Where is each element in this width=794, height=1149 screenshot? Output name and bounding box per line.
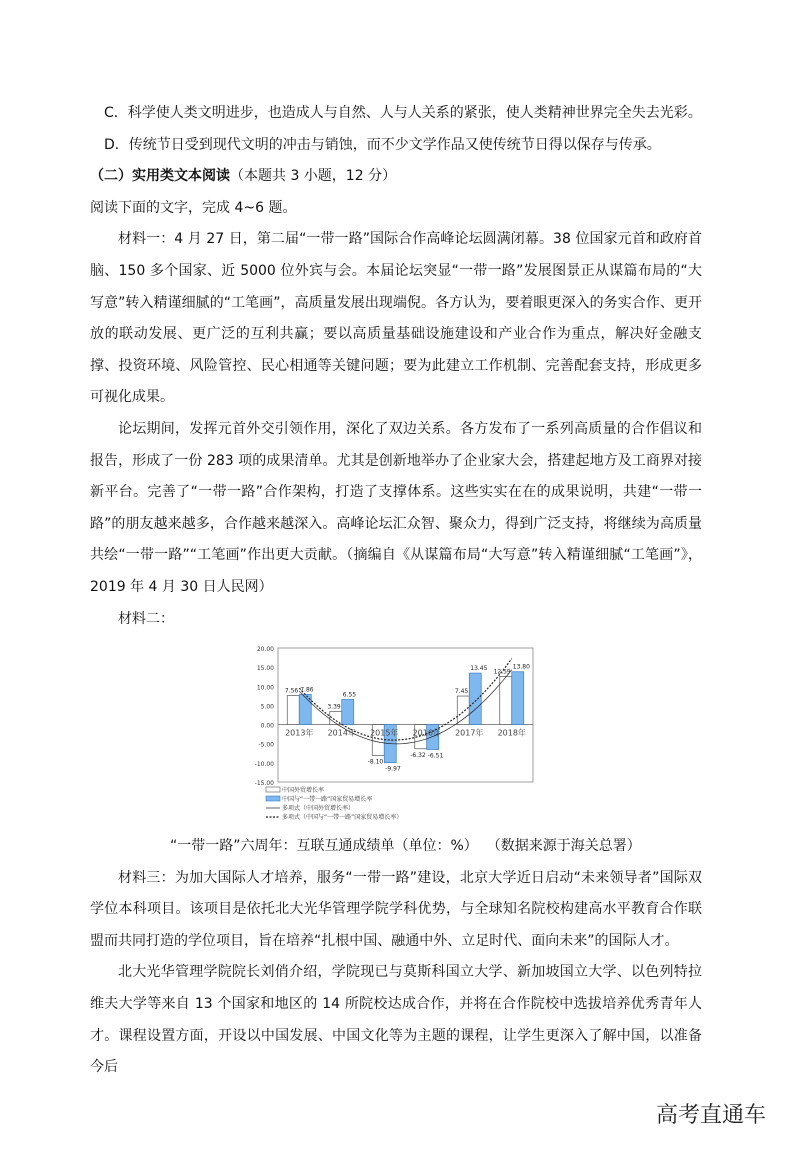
data-label: -9.97 — [385, 765, 401, 773]
material-1-paragraph-1: 材料一：4 月 27 日，第二届“一带一路”国际合作高峰论坛圆满闭幕。38 位国家元首和政府首脑、150 多个国家、近 5000 位外宾与会。本届论坛突显“一带一路”发展图景正从谋篇布局的“大写意”转入精谨细腻的“工笔画”，高质量发展出现端倪。各方认为，要着眼更深入的务实合作、更开放的联动发展、更广泛的互利共赢；要以高质量基础设施建设和产业合作为重点，解决好金融支撑、投资环境、风险管控、民心相通等关键问题；要为此建立工作机制、完善配套支持，形成更多可视化成果。 — [90, 231, 702, 406]
data-label: 7.45 — [454, 688, 469, 696]
legend-swatch-belt-road — [266, 796, 280, 801]
legend-label: 多项式（中国外贸增长率） — [282, 805, 355, 813]
data-label: 7.86 — [300, 686, 314, 694]
option-d: D．传统节日受到现代文明的冲击与销蚀，而不少文学作品又使传统节日得以保存与传承。 — [104, 136, 661, 153]
y-tick-label: 5.00 — [260, 703, 274, 711]
watermark-logo: 高考直通车 — [655, 1102, 766, 1128]
section-heading — [90, 161, 702, 193]
section-title: （二）实用类文本阅读 — [90, 168, 230, 185]
material-3-paragraph-2: 北大光华管理学院院长刘俏介绍，学院现已与莫斯科国立大学、新加坡国立大学、以色列特拉维夫大学等来自 13 个国家和地区的 14 所院校达成合作，并将在合作院校中选拔培养优秀青年人才。课程设置方面，开设以中国发展、中国文化等为主题的课程，让学生更深入了解中国，以准备今后 — [90, 964, 702, 1076]
y-tick-label: -10.00 — [254, 760, 274, 768]
y-tick-label: -5.00 — [258, 741, 274, 749]
bar-china — [500, 676, 512, 724]
data-label: -8.10 — [367, 758, 384, 766]
x-tick-label: 2018年 — [497, 728, 526, 738]
x-tick-label: 2016年 — [412, 728, 441, 738]
caption-source: （数据来源于海关总署） — [486, 838, 641, 855]
data-label: -6.32 — [410, 751, 426, 759]
legend-swatch-china — [266, 787, 280, 792]
chart-caption — [90, 831, 702, 863]
bar-belt-road — [469, 673, 481, 724]
bar-belt-road — [512, 672, 524, 725]
x-tick-label: 2015年 — [370, 728, 399, 738]
y-tick-label: 0.00 — [260, 722, 274, 730]
material-1-paragraph-2: 论坛期间，发挥元首外交引领作用，深化了双边关系。各方发布了一系列高质量的合作倡议和报告，形成了一份 283 项的成果清单。尤其是创新地举办了企业家大会，搭建起地方及工商界对接新平台。完善了“一带一路”合作架构，打造了支撑体系。这些实实在在的成果说明，共建“一带一路”的朋友越来越多，合作越来越深入。高峰论坛汇众智、聚众力，得到广泛支持，将继续为高质量共绘“一带一路”“工笔画”作出更大贡献。（摘编自《从谋篇布局“大写意”转入精谨细腻“工笔画”》，2019 年 4 月 30 日人民网） — [90, 420, 702, 595]
data-label: 13.45 — [470, 665, 488, 673]
data-label: 3.39 — [327, 703, 341, 711]
option-c: C．科学使人类文明进步，也造成人与自然、人与人关系的紧张，使人类精神世界完全失去光彩。 — [104, 105, 702, 121]
y-tick-label: 20.00 — [256, 646, 274, 654]
x-tick-label: 2014年 — [327, 728, 356, 738]
section-note: （本题共 3 小题，12 分） — [230, 168, 397, 185]
data-label: 13.80 — [512, 663, 530, 671]
data-label: 7.56 — [284, 687, 299, 695]
trade-growth-chart — [248, 639, 548, 829]
bar-belt-road — [342, 700, 354, 725]
caption-title: “一带一路”六周年：互联互通成绩单（单位：%） — [170, 838, 478, 855]
y-tick-label: 15.00 — [256, 665, 274, 673]
data-label: 12.59 — [493, 668, 511, 676]
bar-china — [457, 696, 469, 725]
material-3-paragraph-1: 材料三：为加大国际人才培养，服务“一带一路”建设，北京大学近日启动“未来领导者”国际双学位本科项目。该项目是依托北大光华管理学院学科优势，与全球知名院校构建高水平教育合作联盟而共同打造的学位项目，旨在培养“扎根中国、融通中外、立足时代、面向未来”的国际人才。 — [90, 869, 702, 949]
data-label: 6.55 — [342, 691, 357, 699]
data-label: -6.51 — [427, 752, 444, 760]
legend-label: 中国外贸增长率 — [282, 787, 325, 795]
x-tick-label: 2013年 — [285, 728, 314, 738]
legend-label: 多项式（中国与“一带一路”国家贸易增长率） — [282, 814, 403, 822]
y-tick-label: 10.00 — [256, 684, 274, 692]
x-tick-label: 2017年 — [455, 728, 484, 738]
material-2-label: 材料二： — [118, 610, 174, 627]
y-tick-label: -15.00 — [254, 780, 274, 788]
bar-china — [287, 696, 299, 725]
legend-label: 中国与“一带一路”国家贸易增长率 — [282, 796, 373, 804]
instruction: 阅读下面的文字，完成 4~6 题。 — [90, 199, 297, 216]
